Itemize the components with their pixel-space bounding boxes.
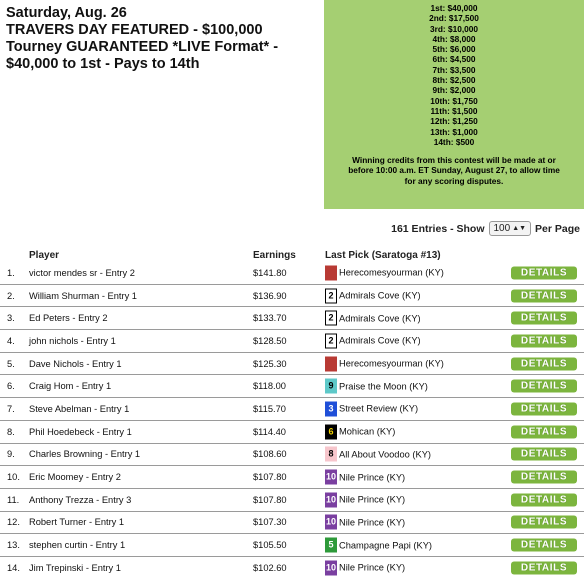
post-position-badge: 2	[325, 333, 337, 348]
prize-note: Winning credits from this contest will be made at or before 10:00 a.m. ET Sunday, August 27, to allow time for any scoring disputes.	[348, 155, 560, 186]
earnings: $118.00	[253, 381, 286, 392]
details-button[interactable]: DETAILS	[511, 516, 577, 529]
player-name: William Shurman - Entry 1	[29, 290, 137, 301]
post-position-badge: 11	[325, 265, 337, 280]
prize-item: 7th: $3,500	[432, 64, 476, 75]
earnings: $108.60	[253, 449, 287, 460]
details-button[interactable]: DETAILS	[511, 312, 577, 325]
last-pick	[325, 470, 405, 485]
earnings: $114.40	[253, 426, 286, 437]
rank: 9.	[7, 449, 15, 460]
horse-name: Admirals Cove (KY)	[339, 290, 421, 301]
table-row	[0, 262, 584, 285]
details-button[interactable]: DETAILS	[511, 471, 577, 484]
rank: 13.	[7, 540, 20, 551]
last-pick	[325, 560, 405, 575]
prize-item: 14th: $500	[433, 136, 475, 147]
prize-item: 9th: $2,000	[432, 85, 476, 96]
rank: 5.	[7, 358, 15, 369]
rank: 7.	[7, 403, 15, 414]
rank: 2.	[7, 290, 15, 301]
last-pick	[325, 447, 431, 462]
prize-item: 3rd: $10,000	[430, 23, 478, 34]
per-page-select[interactable]	[489, 221, 532, 236]
last-pick	[325, 356, 444, 371]
post-position-badge: 6	[325, 424, 337, 439]
table-row	[0, 421, 584, 444]
player-name: stephen curtin - Entry 1	[29, 540, 126, 551]
post-position-badge: 5	[325, 538, 337, 553]
per-page-value: 100	[493, 223, 511, 234]
post-position-badge: 2	[325, 288, 337, 303]
details-button[interactable]: DETAILS	[511, 402, 577, 415]
details-button[interactable]: DETAILS	[511, 266, 577, 279]
horse-name: Herecomesyourman (KY)	[339, 267, 444, 278]
table-row	[0, 307, 584, 330]
column-header-last-pick: Last Pick (Saratoga #13)	[325, 250, 441, 261]
rank: 14.	[7, 562, 20, 573]
post-position-badge: 10	[325, 560, 337, 575]
earnings: $133.70	[253, 313, 287, 324]
horse-name: All About Voodoo (KY)	[339, 449, 431, 460]
post-position-badge: 11	[325, 356, 337, 371]
title-line: $40,000 to 1st - Pays to 14th	[6, 56, 200, 72]
title-line: TRAVERS DAY FEATURED - $100,000	[6, 22, 263, 38]
column-header-earnings: Earnings	[253, 250, 296, 261]
leaderboard-table	[0, 262, 584, 579]
earnings: $107.80	[253, 494, 287, 505]
details-button[interactable]: DETAILS	[511, 539, 577, 552]
horse-name: Champagne Papi (KY)	[339, 540, 433, 551]
prize-item: 8th: $2,500	[432, 75, 476, 86]
player-name: victor mendes sr - Entry 2	[29, 267, 135, 278]
last-pick	[325, 492, 405, 507]
last-pick	[325, 538, 432, 553]
details-button[interactable]: DETAILS	[511, 334, 577, 347]
earnings: $105.50	[253, 540, 287, 551]
column-header-player: Player	[29, 250, 60, 261]
earnings: $128.50	[253, 335, 287, 346]
details-button[interactable]: DETAILS	[511, 289, 577, 302]
post-position-badge: 9	[325, 379, 337, 394]
last-pick	[325, 333, 421, 348]
earnings: $125.30	[253, 358, 287, 369]
prize-item: 4th: $8,000	[432, 33, 476, 44]
last-pick	[325, 379, 428, 394]
horse-name: Mohican (KY)	[339, 426, 396, 437]
player-name: Craig Hom - Entry 1	[29, 381, 112, 392]
prize-item: 12th: $1,250	[430, 116, 478, 127]
player-name: Robert Turner - Entry 1	[29, 517, 125, 528]
table-row	[0, 375, 584, 398]
earnings: $136.90	[253, 290, 287, 301]
table-row	[0, 444, 584, 467]
rank: 12.	[7, 517, 20, 528]
details-button[interactable]: DETAILS	[511, 448, 577, 461]
per-page-label: Per Page	[535, 222, 580, 235]
details-button[interactable]: DETAILS	[511, 493, 577, 506]
earnings: $141.80	[253, 267, 287, 278]
player-name: Dave Nichols - Entry 1	[29, 358, 122, 369]
horse-name: Nile Prince (KY)	[339, 562, 406, 573]
details-button[interactable]: DETAILS	[511, 561, 577, 574]
post-position-badge: 3	[325, 401, 337, 416]
table-row	[0, 489, 584, 512]
details-button[interactable]: DETAILS	[511, 357, 577, 370]
player-name: Ed Peters - Entry 2	[29, 313, 108, 324]
prize-item: 2nd: $17,500	[429, 13, 479, 24]
last-pick	[325, 515, 405, 530]
details-button[interactable]: DETAILS	[511, 425, 577, 438]
table-row	[0, 353, 584, 376]
player-name: john nichols - Entry 1	[29, 335, 116, 346]
post-position-badge: 8	[325, 447, 337, 462]
select-arrows-icon: ▲▼	[512, 225, 527, 232]
post-position-badge: 2	[325, 311, 337, 326]
prize-panel	[324, 0, 584, 209]
table-row	[0, 330, 584, 353]
prize-item: 1st: $40,000	[430, 3, 478, 13]
horse-name: Admirals Cove (KY)	[339, 335, 421, 346]
rank: 11.	[7, 494, 20, 505]
last-pick	[325, 265, 444, 280]
player-name: Anthony Trezza - Entry 3	[29, 494, 132, 505]
last-pick	[325, 288, 421, 303]
prize-item: 6th: $4,500	[432, 54, 476, 65]
rank: 1.	[7, 267, 15, 278]
earnings: $107.30	[253, 517, 287, 528]
horse-name: Nile Prince (KY)	[339, 472, 406, 483]
details-button[interactable]: DETAILS	[511, 380, 577, 393]
table-row	[0, 398, 584, 421]
rank: 10.	[7, 472, 20, 483]
title-line: Tourney GUARANTEED *LIVE Format* -	[6, 39, 279, 55]
prize-item: 11th: $1,500	[430, 105, 478, 116]
table-row	[0, 534, 584, 557]
post-position-badge: 10	[325, 470, 337, 485]
horse-name: Admirals Cove (KY)	[339, 313, 421, 324]
table-row	[0, 466, 584, 489]
prize-item: 13th: $1,000	[430, 126, 478, 137]
horse-name: Nile Prince (KY)	[339, 494, 406, 505]
last-pick	[325, 424, 395, 439]
rank: 3.	[7, 313, 15, 324]
player-name: Eric Moomey - Entry 2	[29, 472, 121, 483]
earnings: $115.70	[253, 403, 286, 414]
table-row	[0, 512, 584, 535]
last-pick	[325, 311, 421, 326]
prize-item: 5th: $6,000	[432, 44, 476, 55]
contest-title	[6, 5, 316, 73]
horse-name: Herecomesyourman (KY)	[339, 358, 444, 369]
horse-name: Praise the Moon (KY)	[339, 381, 428, 392]
table-row	[0, 557, 584, 579]
entries-bar	[391, 221, 580, 236]
rank: 4.	[7, 335, 15, 346]
post-position-badge: 10	[325, 492, 337, 507]
prize-list	[324, 3, 584, 147]
last-pick	[325, 401, 418, 416]
player-name: Jim Trepinski - Entry 1	[29, 562, 121, 573]
player-name: Phil Hoedebeck - Entry 1	[29, 426, 132, 437]
horse-name: Nile Prince (KY)	[339, 517, 406, 528]
prize-item: 10th: $1,750	[430, 95, 478, 106]
earnings: $107.80	[253, 472, 287, 483]
rank: 8.	[7, 426, 15, 437]
rank: 6.	[7, 381, 15, 392]
horse-name: Street Review (KY)	[339, 403, 419, 414]
post-position-badge: 10	[325, 515, 337, 530]
title-line: Saturday, Aug. 26	[6, 5, 127, 21]
entries-count: 161 Entries - Show	[391, 222, 485, 235]
player-name: Steve Abelman - Entry 1	[29, 403, 130, 414]
earnings: $102.60	[253, 562, 287, 573]
player-name: Charles Browning - Entry 1	[29, 449, 141, 460]
table-row	[0, 285, 584, 308]
